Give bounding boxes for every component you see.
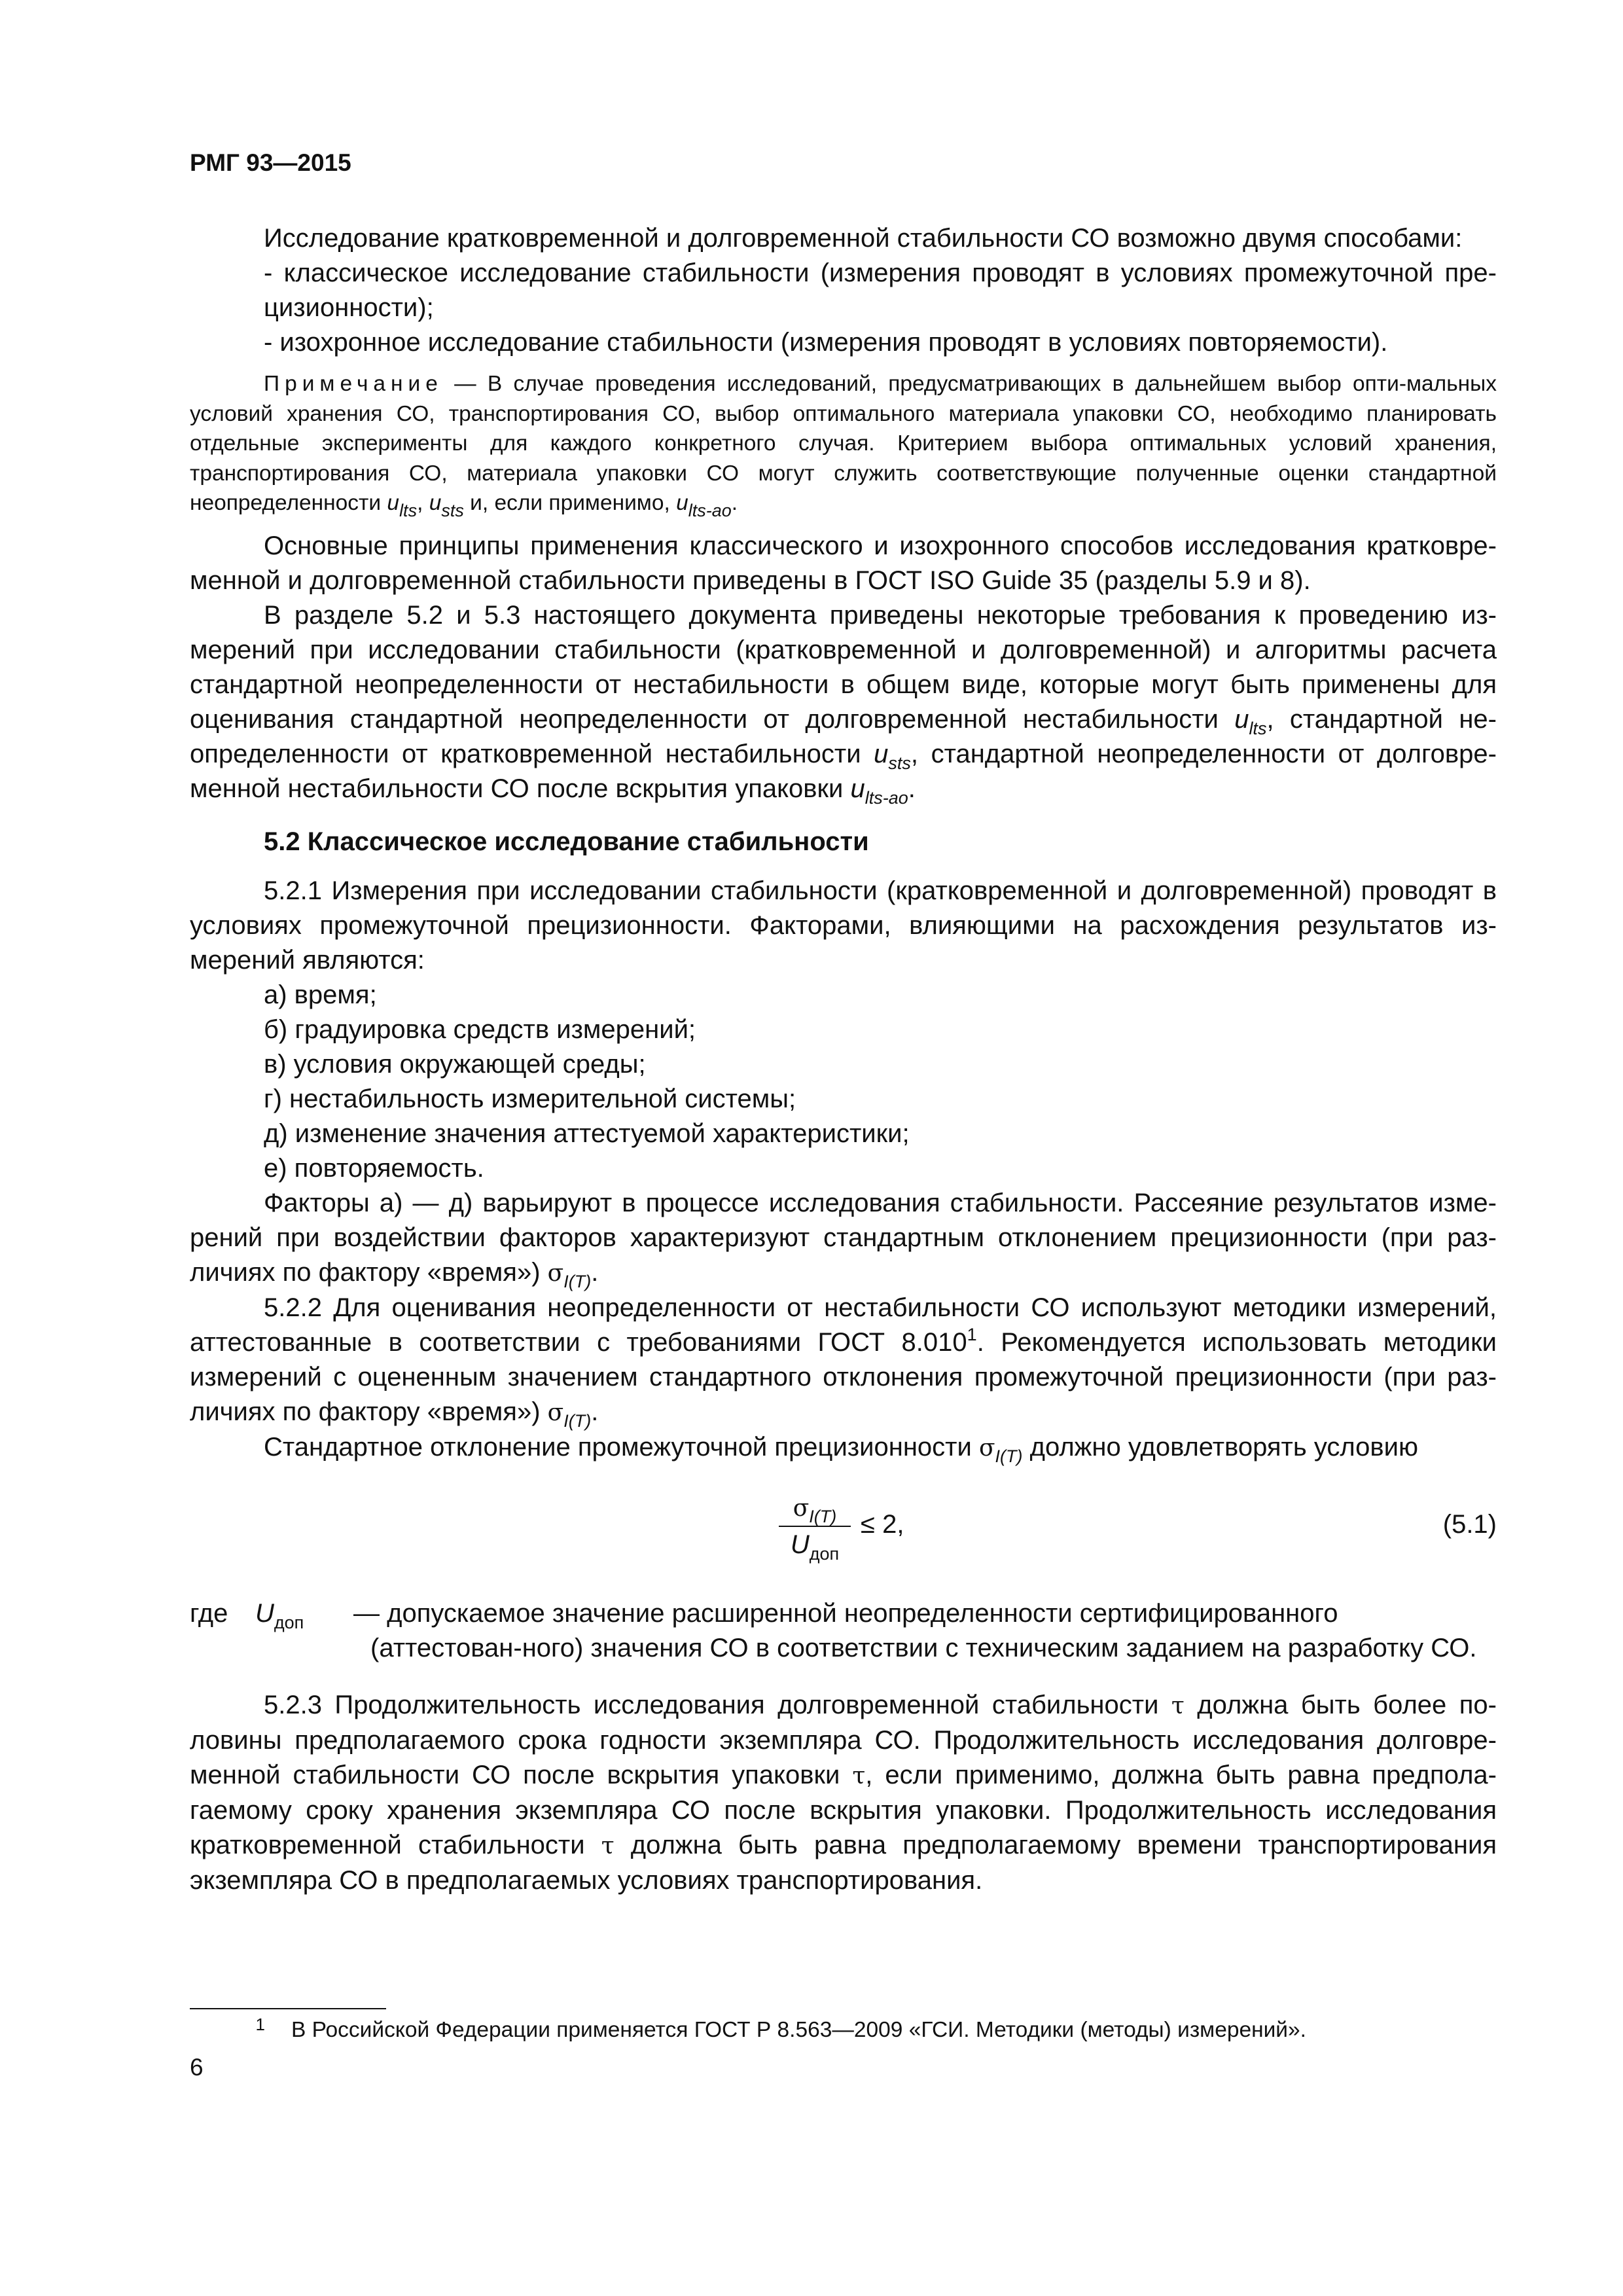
- where-symbol: $U_{доп}$: [255, 1598, 304, 1632]
- paragraph-intro: Исследование кратковременной и долговременной стабильности СО возможно двумя способами:: [264, 224, 1463, 253]
- formula-fraction: [779, 1492, 851, 1564]
- document-body: [190, 221, 1497, 1898]
- list-item-factor: д) изменение значения аттестуемой характеристики;: [264, 1119, 910, 1148]
- footnote-rule: [190, 2008, 386, 2009]
- list-item-isochronous: - изохронное исследование стабильности (измерения проводят в условиях повторяемости).: [264, 328, 1388, 357]
- where-clause: [190, 1596, 1497, 1666]
- formula-numerator: $\sigma_{I(T)}$: [793, 1494, 837, 1526]
- note-label: Примечание: [264, 372, 443, 396]
- paragraph-factors: Факторы а) — д) варьируют в процессе исследования стабильности. Рассеяние результатов изме-рений при воздействии факторов характеризуют стандартным отклонением прецизионности (при раз-личиях по фактору «время») $\sigma_{I(T)}$.: [190, 1188, 1497, 1291]
- where-word: где: [190, 1598, 228, 1628]
- list-item-classic: - классическое исследование стабильности (измерения проводят в условиях промежуточной пре-цизионности);: [264, 259, 1497, 322]
- paragraph-5-2-3: 5.2.3 Продолжительность исследования долговременной стабильности τ должна быть более по-ловины предполагаемого срока годности экземпляра СО. Продолжительность исследования долговре-менной стабильности СО после вскрытия упаковки τ, если применимо, должна быть равна предпола-гаемому сроку хранения экземпляра СО после вскрытия упаковки. Продолжительность исследования кратковременной стабильности τ должна быть равна предполагаемому времени транспортирования экземпляра СО в предполагаемых условиях транспортирования.: [190, 1690, 1497, 1895]
- document-header: РМГ 93—2015: [190, 149, 351, 176]
- footnote-ref: 1: [967, 1324, 977, 1344]
- list-item-factor: в) условия окружающей среды;: [264, 1049, 646, 1079]
- list-item-factor: г) нестабильность измерительной системы;: [264, 1084, 796, 1113]
- formula-relation: ≤ 2,: [861, 1509, 904, 1539]
- section-heading: 5.2 Классическое исследование стабильности: [264, 827, 869, 856]
- list-item-factor: а) время;: [264, 980, 377, 1009]
- list-item-factor: б) градуировка средств измерений;: [264, 1014, 696, 1044]
- paragraph-section-refs: В разделе 5.2 и 5.3 настоящего документа приведены некоторые требования к проведению из-мерений при исследовании стабильности (кратковременной и долговременной) и алгоритмы расчета стандартной неопределенности от нестабильности в общем виде, которые могут быть применены для оценивания стандартной неопределенности от долговременной нестабильности $u_{lts}$, стандартной не-определенности от кратковременной нестабильности $u_{sts}$, стандартной неопределенности от долговре-менной нестабильности СО после вскрытия упаковки $u_{lts-ao}$.: [190, 600, 1497, 808]
- paragraph-principles: Основные принципы применения классического и изохронного способов исследования кратковре-менной и долговременной стабильности приведены в ГОСТ ISO Guide 35 (разделы 5.9 и 8).: [190, 531, 1497, 595]
- formula-number: (5.1): [1442, 1509, 1497, 1539]
- where-definition: — допускаемое значение расширенной неопределенности сертифицированного (аттестован-ного) значения СО в соответствии с техническим заданием на разработку СО.: [353, 1598, 1477, 1662]
- footnote-number: 1: [255, 2015, 265, 2034]
- paragraph-5-2-1: 5.2.1 Измерения при исследовании стабильности (кратковременной и долговременной) проводят в условиях промежуточной прецизионности. Факторами, влияющими на расхождения результатов из-мерений являются:: [190, 876, 1497, 975]
- formula-denominator: $U_{доп}$: [790, 1530, 840, 1564]
- paragraph-condition: Стандартное отклонение промежуточной прецизионности $\sigma_{I(T)}$ должно удовлетворять условию: [264, 1432, 1418, 1466]
- footnote-text: В Российской Федерации применяется ГОСТ Р 8.563—2009 «ГСИ. Методики (методы) измерений».: [291, 2018, 1306, 2042]
- footnote: [190, 2016, 1306, 2045]
- page-number: 6: [190, 2054, 204, 2081]
- formula-5-1: [190, 1485, 1497, 1583]
- list-item-factor: е) повторяемость.: [264, 1153, 484, 1183]
- paragraph-5-2-2: 5.2.2 Для оценивания неопределенности от нестабильности СО используют методики измерений, аттестованные в соответствии с требованиями ГОСТ 8.010$^1$. Рекомендуется использовать методики измерений с оцененным значением стандартного отклонения промежуточной прецизионности (при раз-личиях по фактору «время») $\sigma_{I(T)}$.: [190, 1293, 1497, 1431]
- note-paragraph: Примечание — В случае проведения исследований, предусматривающих в дальнейшем выбор опти-мальных условий хранения СО, транспортирования СО, выбор оптимального материала упаковки СО, необходимо планировать отдельные эксперименты для каждого конкретного случая. Критерием выбора оптимальных условий хранения, транспортирования СО, материала упаковки СО могут служить соответствующие полученные оценки стандартной неопределенности $u_{lts}$, $u_{sts}$ и, если применимо, $u_{lts-ao}$.: [190, 372, 1497, 520]
